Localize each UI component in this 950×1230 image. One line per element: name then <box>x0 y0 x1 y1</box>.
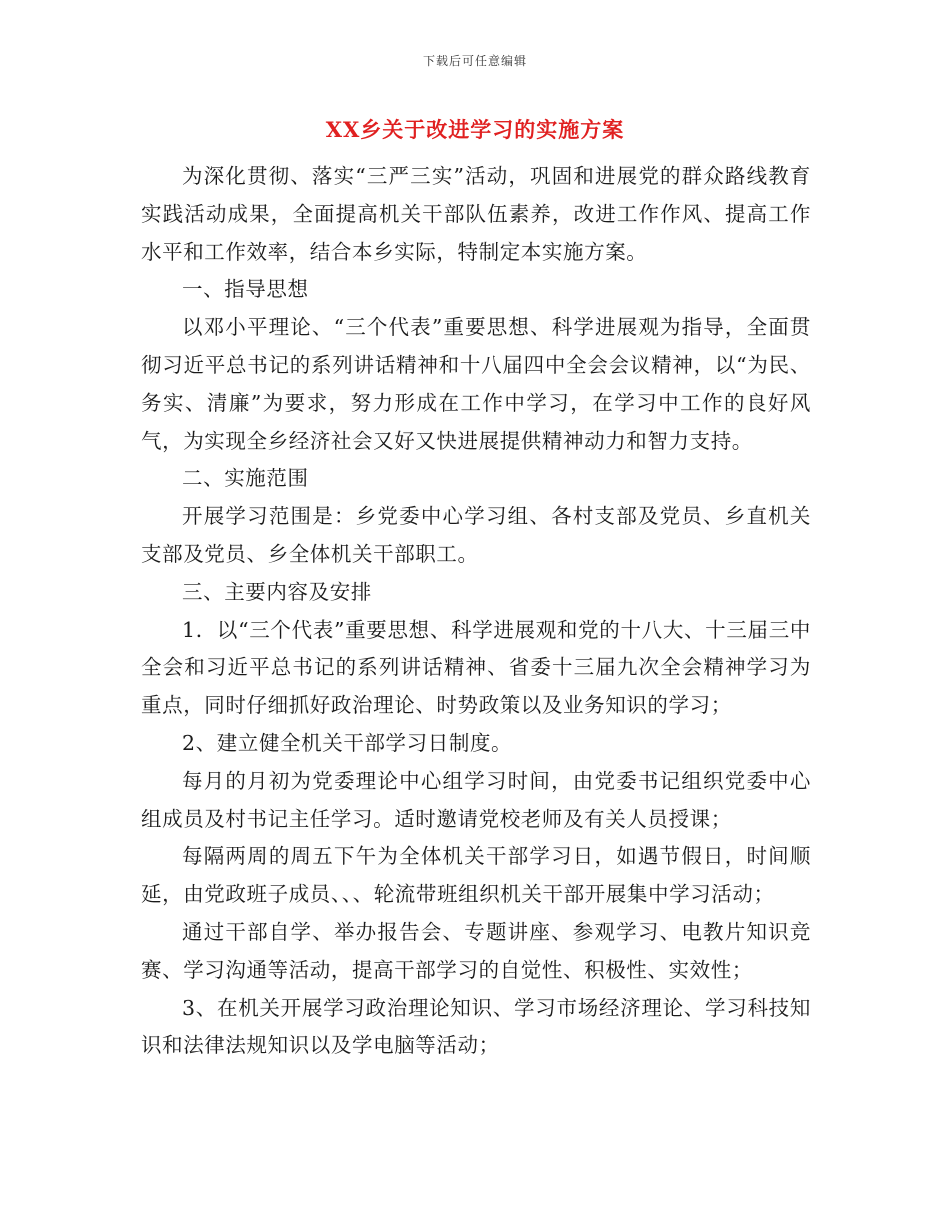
body-paragraph: 开展学习范围是：乡党委中心学习组、各村支部及党员、乡直机关支部及党员、乡全体机关干部职工。 <box>141 504 811 566</box>
body-paragraph: 通过干部自学、举办报告会、专题讲座、参观学习、电教片知识竞赛、学习沟通等活动，提高干部学习的自觉性、积极性、实效性； <box>141 919 811 982</box>
section-heading: 二、实施范围 <box>182 466 309 491</box>
intro-paragraph: 为深化贯彻、落实“三严三实”活动，巩固和进展党的群众路线教育实践活动成果，全面提高机关干部队伍素养，改进工作作风、提高工作水平和工作效率，结合本乡实际，特制定本实施方案。 <box>141 164 811 264</box>
body-paragraph: 1．以“三个代表”重要思想、科学进展观和党的十八大、十三届三中全会和习近平总书记的系列讲话精神、省委十三届九次全会精神学习为重点，同时仔细抓好政治理论、时势政策以及业务知识的学习； <box>141 617 811 718</box>
section-heading: 一、指导思想 <box>182 277 309 302</box>
body-paragraph: 每隔两周的周五下午为全体机关干部学习日，如遇节假日，时间顺延，由党政班子成员、、、轮流带班组织机关干部开展集中学习活动； <box>141 844 811 907</box>
body-paragraph: 3、在机关开展学习政治理论知识、学习市场经济理论、学习科技知识和法律法规知识以及学电脑等活动； <box>141 995 811 1058</box>
section-heading: 三、主要内容及安排 <box>182 579 372 604</box>
body-paragraph: 以邓小平理论、“三个代表”重要思想、科学进展观为指导，全面贯彻习近平总书记的系列讲话精神和十八届四中全会会议精神，以“为民、务实、清廉”为要求，努力形成在工作中学习，在学习中工作的良好风气，为实现全乡经济社会又好又快进展提供精神动力和智力支持。 <box>141 315 811 453</box>
header-note: 下载后可任意编辑 <box>422 54 527 68</box>
document-body <box>141 158 811 1065</box>
body-paragraph: 2、建立健全机关干部学习日制度。 <box>182 730 513 755</box>
document-title: XX乡关于改进学习的实施方案 <box>325 117 625 142</box>
body-paragraph: 每月的月初为党委理论中心组学习时间，由党委书记组织党委中心组成员及村书记主任学习。适时邀请党校老师及有关人员授课； <box>141 768 811 831</box>
